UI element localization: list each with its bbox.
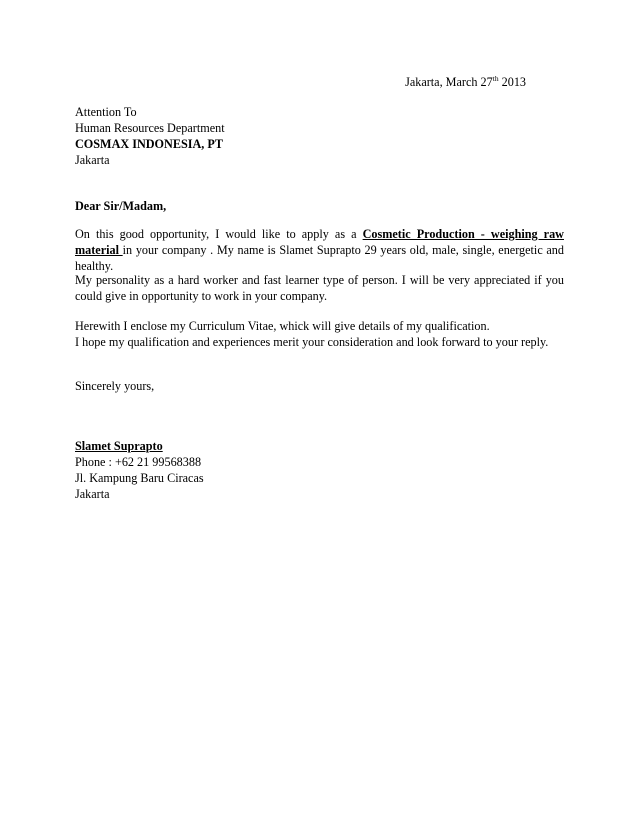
date-ordinal: th	[492, 73, 499, 83]
paragraph-application-rest: in your company . My name is Slamet Suprapto 29 years old, male, single, energetic and healthy.	[75, 243, 564, 273]
recipient-block	[75, 104, 225, 168]
sender-city: Jakarta	[75, 487, 110, 501]
sender-address: Jl. Kampung Baru Ciracas	[75, 471, 204, 485]
closing: Sincerely yours,	[75, 379, 155, 393]
letter-date	[300, 74, 526, 90]
date-year: 2013	[498, 75, 526, 89]
paragraph-enclosure	[75, 318, 564, 350]
salutation: Dear Sir/Madam,	[75, 199, 167, 213]
signature-block	[75, 438, 204, 502]
paragraph-personality: My personality as a hard worker and fast learner type of person. I will be very appreciated if you could give in opportunity to work in your company.	[75, 273, 564, 303]
recipient-city: Jakarta	[75, 153, 110, 167]
applied-position: Cosmetic Production - weighing raw material	[75, 227, 564, 257]
paragraph-enclosure-line1: Herewith I enclose my Curriculum Vitae, whick will give details of my qualification.	[75, 319, 490, 333]
paragraph-application-intro: On this good opportunity, I would like to apply as a	[75, 227, 363, 241]
recipient-attention: Attention To	[75, 105, 137, 119]
paragraph-application	[75, 226, 564, 274]
paragraph-enclosure-line2: I hope my qualification and experiences merit your consideration and look forward to your reply.	[75, 335, 549, 349]
date-prefix: Jakarta, March 27	[405, 75, 493, 89]
recipient-company: COSMAX INDONESIA, PT	[75, 137, 223, 151]
recipient-department: Human Resources Department	[75, 121, 225, 135]
sender-phone: Phone : +62 21 99568388	[75, 455, 202, 469]
sender-name: Slamet Suprapto	[75, 439, 163, 453]
